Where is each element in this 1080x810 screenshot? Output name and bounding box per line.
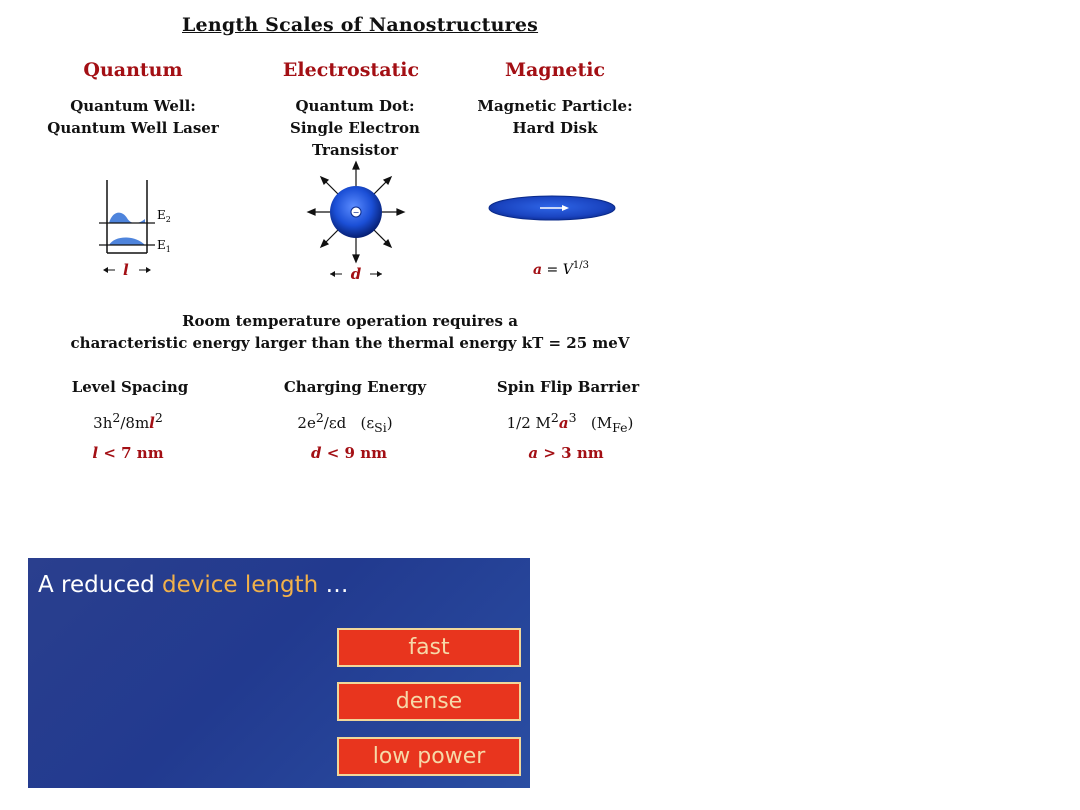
subtitle-line: Quantum Well: — [70, 97, 196, 115]
width-arrowhead-right — [146, 267, 151, 273]
limit-spin-flip — [466, 444, 666, 462]
particle-size-formula: $a = V^{1/3}$ — [533, 260, 589, 278]
row-head-spin-flip: Spin Flip Barrier — [496, 378, 640, 396]
formula-part: 2 — [315, 410, 324, 425]
formula-part: 2 — [154, 410, 163, 425]
subtitle-line: Quantum Well Laser — [47, 119, 219, 137]
row-head-charging-energy: Charging Energy — [283, 378, 427, 396]
formula-part: 3 — [568, 410, 577, 425]
formula-part: 1/2 M — [506, 414, 551, 432]
requirement-line-2: characteristic energy larger than the thermal energy kT = 25 meV — [70, 334, 630, 352]
limit-value: < 7 nm — [98, 444, 164, 462]
formula-level-spacing — [28, 410, 228, 432]
subtitle-line: Single Electron — [290, 119, 420, 137]
formula-part: a — [558, 414, 569, 432]
width-arrowhead-right — [377, 271, 382, 277]
formula-charging-energy: $2e^2/\varepsilon d$ $(\varepsilon_{Si})$ — [297, 410, 393, 435]
formula-part: 2 — [550, 410, 559, 425]
level-e1-label: $E_1$ — [157, 238, 171, 254]
slide-heading — [38, 572, 349, 598]
column-title-quantum: Quantum — [83, 59, 183, 81]
limit-charging-energy — [249, 444, 449, 462]
formula-part: /8m — [120, 414, 150, 432]
level-e2-label: $E_2$ — [157, 208, 171, 224]
dense-box: dense — [337, 682, 521, 721]
formula-part: l — [149, 414, 155, 432]
magnetic-particle-diagram — [485, 190, 625, 280]
limit-level-spacing — [28, 444, 228, 462]
formula-part: (M — [590, 414, 613, 432]
dot-width-label: d — [350, 265, 362, 283]
requirement-line-1: Room temperature operation requires a — [182, 312, 518, 330]
heading-highlight: device length — [162, 572, 319, 598]
page-title: Length Scales of Nanostructures — [182, 14, 539, 36]
limit-var: l — [92, 444, 99, 462]
column-subtitle-quantum — [33, 95, 233, 139]
subtitle-line: Transistor — [311, 141, 399, 159]
quantum-dot-diagram — [300, 158, 420, 283]
formula-part: 2 — [112, 410, 121, 425]
low-power-box: low power — [337, 737, 521, 776]
heading-part: … — [318, 572, 349, 598]
width-arrowhead-left — [330, 271, 335, 277]
heading-part: A reduced — [38, 572, 163, 598]
formula-part: /εd — [323, 414, 347, 432]
subtitle-line: Magnetic Particle: — [477, 97, 633, 115]
quantum-well-diagram — [95, 175, 195, 285]
column-title-electrostatic: Electrostatic — [282, 59, 420, 81]
limit-var: d — [311, 444, 322, 462]
formula-part: Fe — [612, 420, 628, 435]
width-arrowhead-left — [103, 267, 108, 273]
limit-var: a — [528, 444, 539, 462]
subtitle-line: Hard Disk — [512, 119, 598, 137]
formula-part: (ε — [360, 414, 375, 432]
fast-box: fast — [337, 628, 521, 667]
row-head-level-spacing: Level Spacing — [71, 378, 189, 396]
formula-part: 2e — [297, 414, 316, 432]
formula-spin-flip: 1/2 $M^2a^3$ $(M_{Fe})$ — [506, 410, 634, 435]
electron-charge: − — [352, 208, 360, 217]
formula-part: 3h — [93, 414, 113, 432]
formula-part: Si — [374, 420, 387, 435]
limit-value: < 9 nm — [321, 444, 387, 462]
wavefunction-e1 — [109, 238, 145, 246]
limit-value: > 3 nm — [538, 444, 604, 462]
well-width-label: l — [123, 261, 129, 279]
column-subtitle-electrostatic — [255, 95, 455, 161]
subtitle-line: Quantum Dot: — [295, 97, 415, 115]
column-title-magnetic: Magnetic — [504, 59, 606, 81]
wavefunction-e2 — [109, 213, 145, 223]
column-subtitle-magnetic — [455, 95, 655, 139]
reduced-length-slide — [28, 558, 530, 788]
